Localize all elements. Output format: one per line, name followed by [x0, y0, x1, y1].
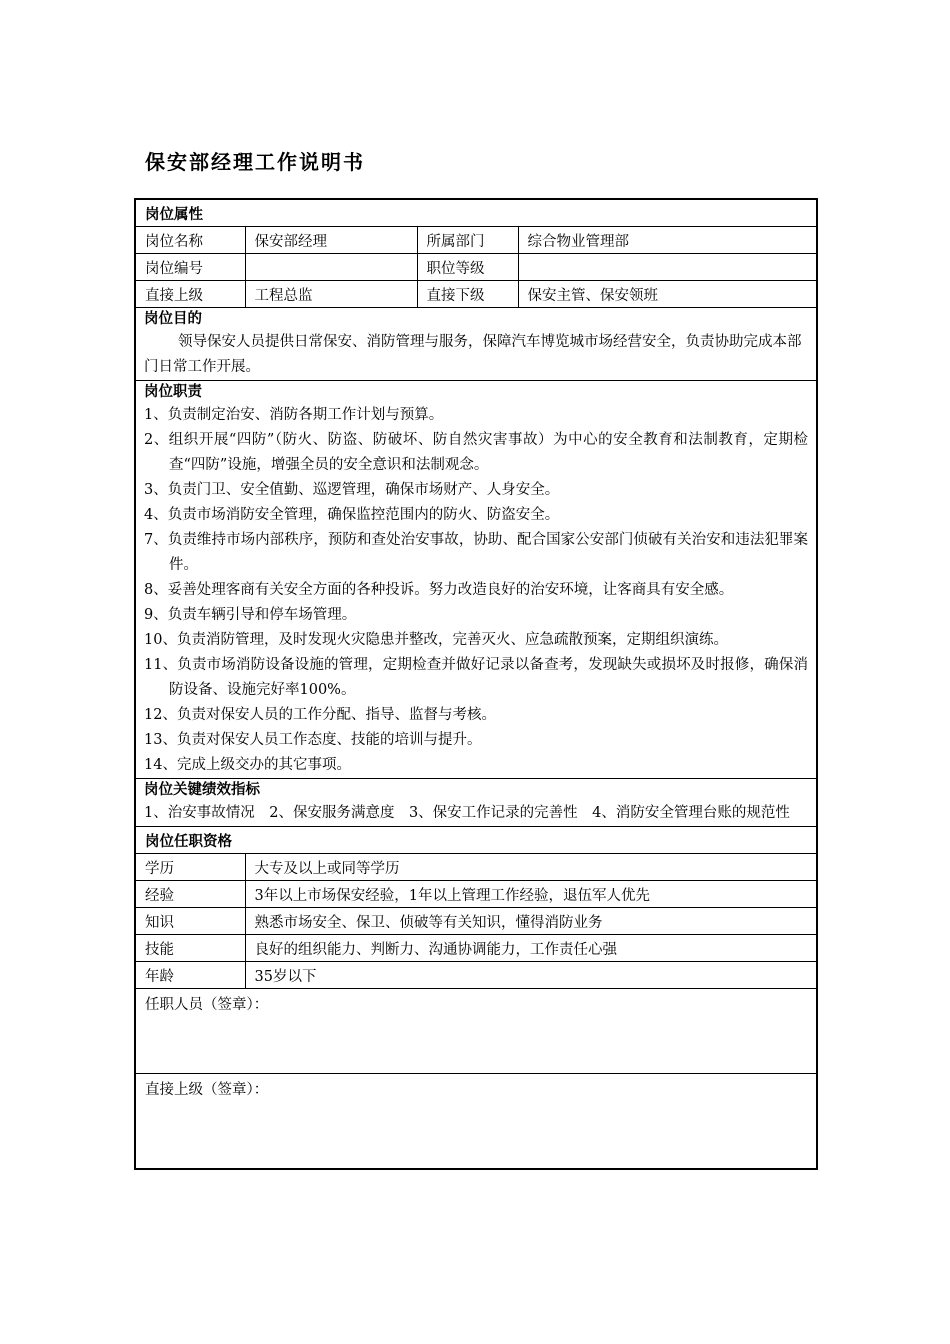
section-row-kpi — [135, 779, 817, 827]
label-position-code: 岗位编号 — [135, 254, 245, 281]
section-heading-purpose: 岗位目的 — [144, 310, 202, 327]
duty-item: 7、负责维持市场内部秩序，预防和查处治安事故，协助、配合国家公安部门侦破有关治安和违法犯罪案件。 — [144, 532, 808, 573]
supervisor-signature-field[interactable]: 直接上级（签章）： — [135, 1074, 817, 1170]
duties-block — [135, 381, 817, 779]
duty-item: 9、负责车辆引导和停车场管理。 — [144, 607, 357, 623]
section-row-qualifications — [135, 827, 817, 854]
value-subordinates: 保安主管、保安领班 — [518, 281, 817, 308]
duty-item: 14、完成上级交办的其它事项。 — [144, 757, 351, 773]
value-knowledge: 熟悉市场安全、保卫、侦破等有关知识，懂得消防业务 — [245, 908, 817, 935]
duty-item: 1、负责制定治安、消防各期工作计划与预算。 — [144, 407, 444, 423]
value-experience: 3年以上市场保安经验，1年以上管理工作经验，退伍军人优先 — [245, 881, 817, 908]
duty-item: 2、组织开展“四防”（防火、防盗、防破坏、防自然灾害事故）为中心的安全教育和法制教育，定期检查“四防”设施，增强全员的安全意识和法制观念。 — [144, 432, 808, 473]
label-position-name: 岗位名称 — [135, 227, 245, 254]
value-education: 大专及以上或同等学历 — [245, 854, 817, 881]
value-age: 35岁以下 — [245, 962, 817, 989]
table-row — [135, 854, 817, 881]
value-skills: 良好的组织能力、判断力、沟通协调能力，工作责任心强 — [245, 935, 817, 962]
duty-item: 12、负责对保安人员的工作分配、指导、监督与考核。 — [144, 707, 496, 723]
kpi-text: 1、治安事故情况 2、保安服务满意度 3、保安工作记录的完善性 4、消防安全管理台账的规范性 — [144, 805, 790, 821]
section-heading-duties: 岗位职责 — [144, 383, 202, 400]
table-row — [135, 227, 817, 254]
section-row-purpose — [135, 308, 817, 381]
label-subordinates: 直接下级 — [417, 281, 518, 308]
table-row — [135, 281, 817, 308]
value-department: 综合物业管理部 — [518, 227, 817, 254]
table-row — [135, 935, 817, 962]
section-heading-qualifications: 岗位任职资格 — [135, 827, 817, 854]
signature-row-employee — [135, 989, 817, 1074]
kpi-block — [135, 779, 817, 827]
value-position-name: 保安部经理 — [245, 227, 417, 254]
duty-item: 3、负责门卫、安全值勤、巡逻管理，确保市场财产、人身安全。 — [144, 482, 560, 498]
section-heading-attributes: 岗位属性 — [135, 199, 817, 227]
value-supervisor: 工程总监 — [245, 281, 417, 308]
duty-item: 13、负责对保安人员工作态度、技能的培训与提升。 — [144, 732, 482, 748]
table-row — [135, 254, 817, 281]
label-knowledge: 知识 — [135, 908, 245, 935]
label-skills: 技能 — [135, 935, 245, 962]
duty-item: 8、妥善处理客商有关安全方面的各种投诉。努力改造良好的治安环境，让客商具有安全感。 — [144, 582, 734, 598]
label-grade: 职位等级 — [417, 254, 518, 281]
purpose-block — [135, 308, 817, 381]
job-description-table — [134, 198, 818, 1170]
table-row — [135, 908, 817, 935]
section-heading-kpi: 岗位关键绩效指标 — [144, 781, 260, 798]
label-department: 所属部门 — [417, 227, 518, 254]
duty-item: 11、负责市场消防设备设施的管理，定期检查并做好记录以备查考，发现缺失或损坏及时报修，确保消防设备、设施完好率100%。 — [144, 657, 808, 698]
page-title: 保安部经理工作说明书 — [145, 150, 365, 174]
employee-signature-field[interactable]: 任职人员（签章）： — [135, 989, 817, 1074]
duty-item: 4、负责市场消防安全管理，确保监控范围内的防火、防盗安全。 — [144, 507, 560, 523]
table-row — [135, 962, 817, 989]
label-education: 学历 — [135, 854, 245, 881]
value-grade — [518, 254, 817, 281]
purpose-text: 领导保安人员提供日常保安、消防管理与服务，保障汽车博览城市场经营安全，负责协助完成本部门日常工作开展。 — [144, 334, 802, 375]
section-row-duties — [135, 381, 817, 779]
label-age: 年龄 — [135, 962, 245, 989]
signature-row-supervisor — [135, 1074, 817, 1170]
label-experience: 经验 — [135, 881, 245, 908]
value-position-code — [245, 254, 417, 281]
section-row-attributes — [135, 199, 817, 227]
duty-item: 10、负责消防管理，及时发现火灾隐患并整改，完善灭火、应急疏散预案，定期组织演练。 — [144, 632, 728, 648]
table-row — [135, 881, 817, 908]
label-supervisor: 直接上级 — [135, 281, 245, 308]
